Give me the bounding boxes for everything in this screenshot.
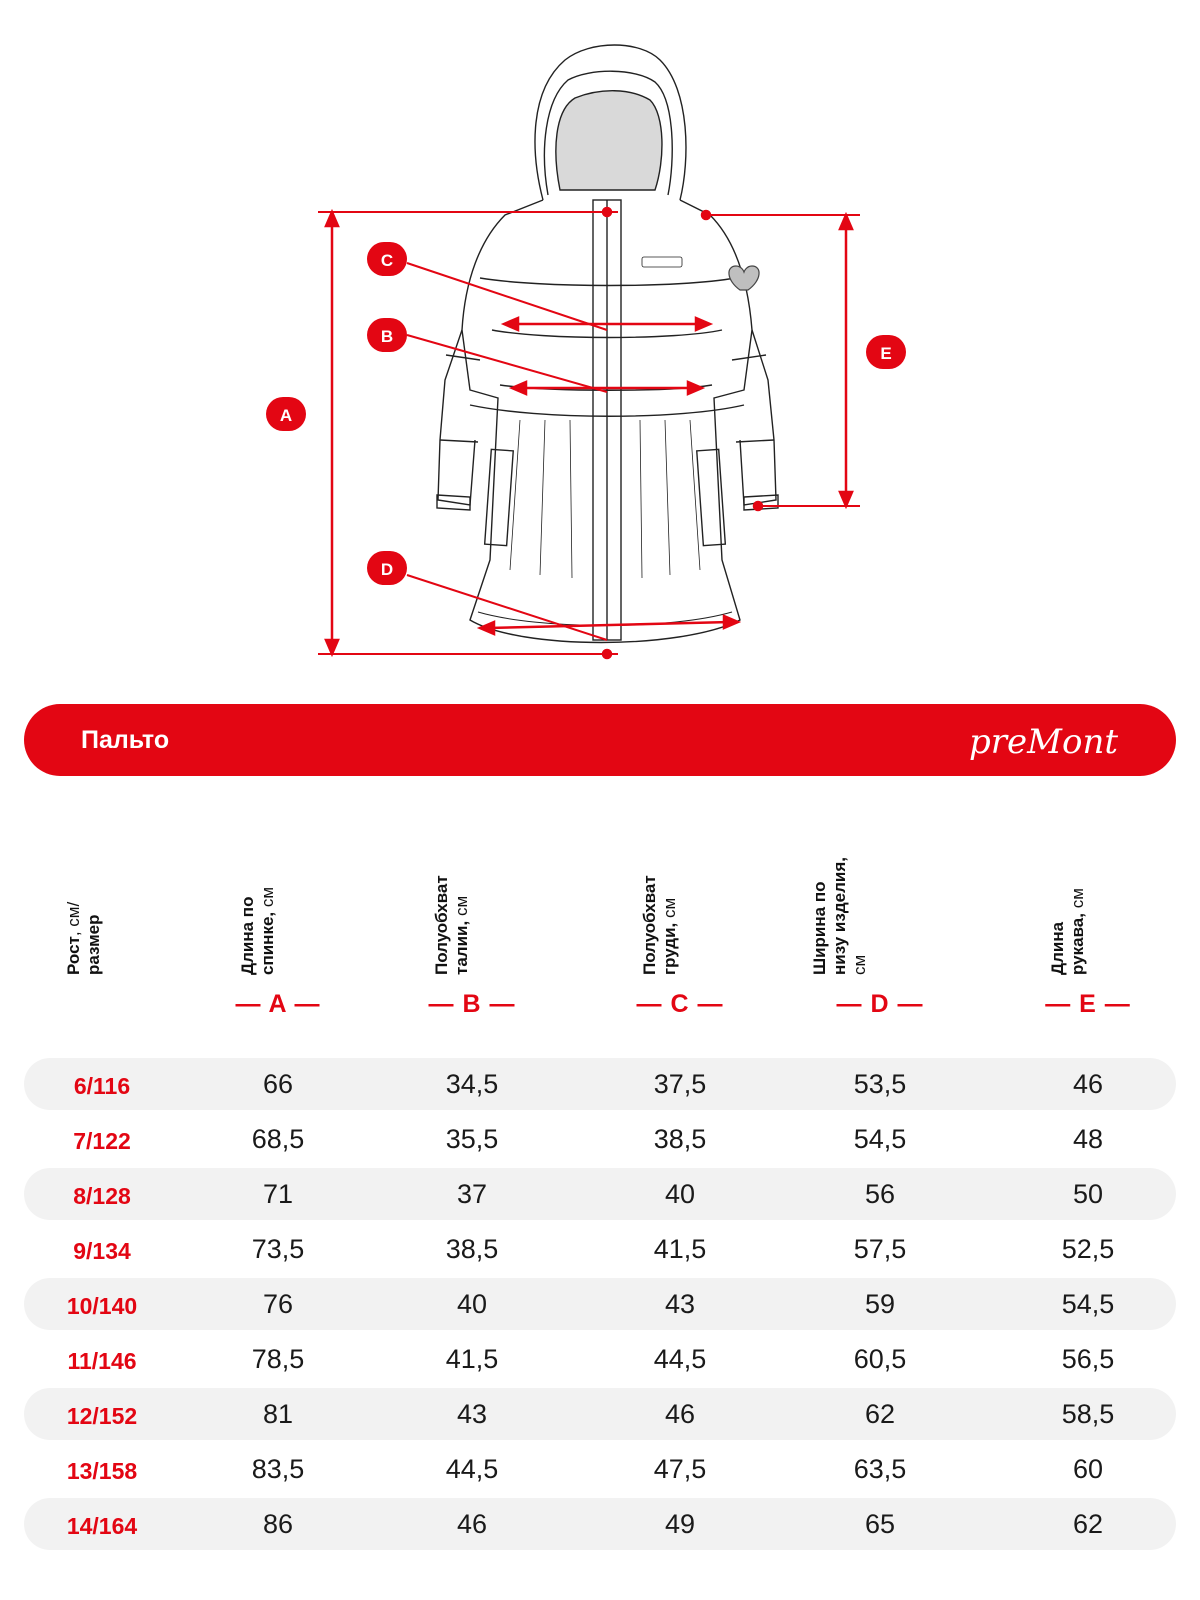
value-cell: 83,5 (251, 1454, 305, 1484)
marker-dot (702, 211, 710, 219)
value-cell: 56,5 (1061, 1344, 1115, 1374)
value-cell: 49 (664, 1509, 696, 1539)
column-letter: — C — (636, 990, 724, 1018)
column-letter: — B — (428, 990, 516, 1018)
page-title: Пальто (81, 726, 170, 754)
value-cell: 54,5 (853, 1124, 907, 1154)
value-cell: 44,5 (653, 1344, 707, 1374)
value-cell: 63,5 (853, 1454, 907, 1484)
column-letter: — E — (1045, 990, 1131, 1018)
value-cell: 65 (864, 1509, 896, 1539)
marker-badge-a (266, 397, 306, 431)
value-cell: 37 (456, 1179, 488, 1209)
value-cell: 54,5 (1061, 1289, 1115, 1319)
marker-badge-c (367, 242, 407, 276)
value-cell: 66 (262, 1069, 294, 1099)
heart-patch-icon (729, 266, 759, 290)
value-cell: 53,5 (853, 1069, 907, 1099)
marker-label: D (380, 560, 394, 579)
marker-dot (603, 208, 611, 216)
size-cell: 12/152 (66, 1403, 138, 1429)
value-cell: 43 (456, 1399, 488, 1429)
table-row (24, 1443, 1176, 1495)
value-cell: 46 (456, 1509, 488, 1539)
value-cell: 81 (262, 1399, 294, 1429)
marker-label: A (279, 406, 293, 425)
value-cell: 46 (664, 1399, 696, 1429)
table-row (24, 1168, 1176, 1220)
table-row (24, 1223, 1176, 1275)
value-cell: 50 (1072, 1179, 1104, 1209)
value-cell: 47,5 (653, 1454, 707, 1484)
value-cell: 34,5 (445, 1069, 499, 1099)
value-cell: 58,5 (1061, 1399, 1115, 1429)
value-cell: 62 (1072, 1509, 1104, 1539)
value-cell: 59 (864, 1289, 896, 1319)
value-cell: 52,5 (1061, 1234, 1115, 1264)
size-table (24, 1058, 1176, 1553)
value-cell: 43 (664, 1289, 696, 1319)
table-row (24, 1278, 1176, 1330)
value-cell: 35,5 (445, 1124, 499, 1154)
marker-label: C (380, 251, 394, 270)
value-cell: 56 (864, 1179, 896, 1209)
table-row (24, 1498, 1176, 1550)
value-cell: 40 (456, 1289, 488, 1319)
size-cell: 11/146 (67, 1348, 137, 1374)
value-cell: 86 (262, 1509, 294, 1539)
coat-diagram (0, 0, 1200, 680)
marker-badge-e (866, 335, 906, 369)
column-letter: — A — (235, 990, 321, 1018)
value-cell: 73,5 (251, 1234, 305, 1264)
marker-dot (603, 650, 611, 658)
table-row (24, 1058, 1176, 1110)
value-cell: 60,5 (853, 1344, 907, 1374)
measurement-lines (318, 208, 860, 658)
value-cell: 40 (664, 1179, 696, 1209)
marker-label: E (880, 344, 892, 363)
size-cell: 10/140 (66, 1293, 138, 1319)
value-cell: 68,5 (251, 1124, 305, 1154)
size-cell: 8/128 (73, 1183, 131, 1209)
value-cell: 62 (864, 1399, 896, 1429)
value-cell: 38,5 (445, 1234, 499, 1264)
marker-badge-d (367, 551, 407, 585)
value-cell: 38,5 (653, 1124, 707, 1154)
value-cell: 48 (1072, 1124, 1104, 1154)
value-cell: 41,5 (653, 1234, 707, 1264)
size-cell: 7/122 (73, 1128, 131, 1154)
value-cell: 78,5 (251, 1344, 305, 1374)
marker-label: B (380, 327, 394, 346)
coat-illustration (437, 45, 778, 643)
marker-dot (754, 502, 762, 510)
marker-badge-b (367, 318, 407, 352)
title-banner (24, 704, 1176, 776)
value-cell: 44,5 (445, 1454, 499, 1484)
size-cell: 13/158 (66, 1458, 138, 1484)
value-cell: 57,5 (853, 1234, 907, 1264)
size-cell: 14/164 (66, 1513, 138, 1539)
value-cell: 60 (1072, 1454, 1104, 1484)
value-cell: 37,5 (653, 1069, 707, 1099)
table-row (24, 1333, 1176, 1385)
value-cell: 46 (1072, 1069, 1104, 1099)
value-cell: 76 (262, 1289, 294, 1319)
column-letter: — D — (836, 990, 924, 1018)
size-cell: 9/134 (73, 1238, 131, 1264)
value-cell: 71 (262, 1179, 294, 1209)
table-row (24, 1113, 1176, 1165)
brand-logo: preMont (969, 722, 1118, 762)
table-row (24, 1388, 1176, 1440)
value-cell: 41,5 (445, 1344, 499, 1374)
size-cell: 6/116 (73, 1073, 131, 1099)
